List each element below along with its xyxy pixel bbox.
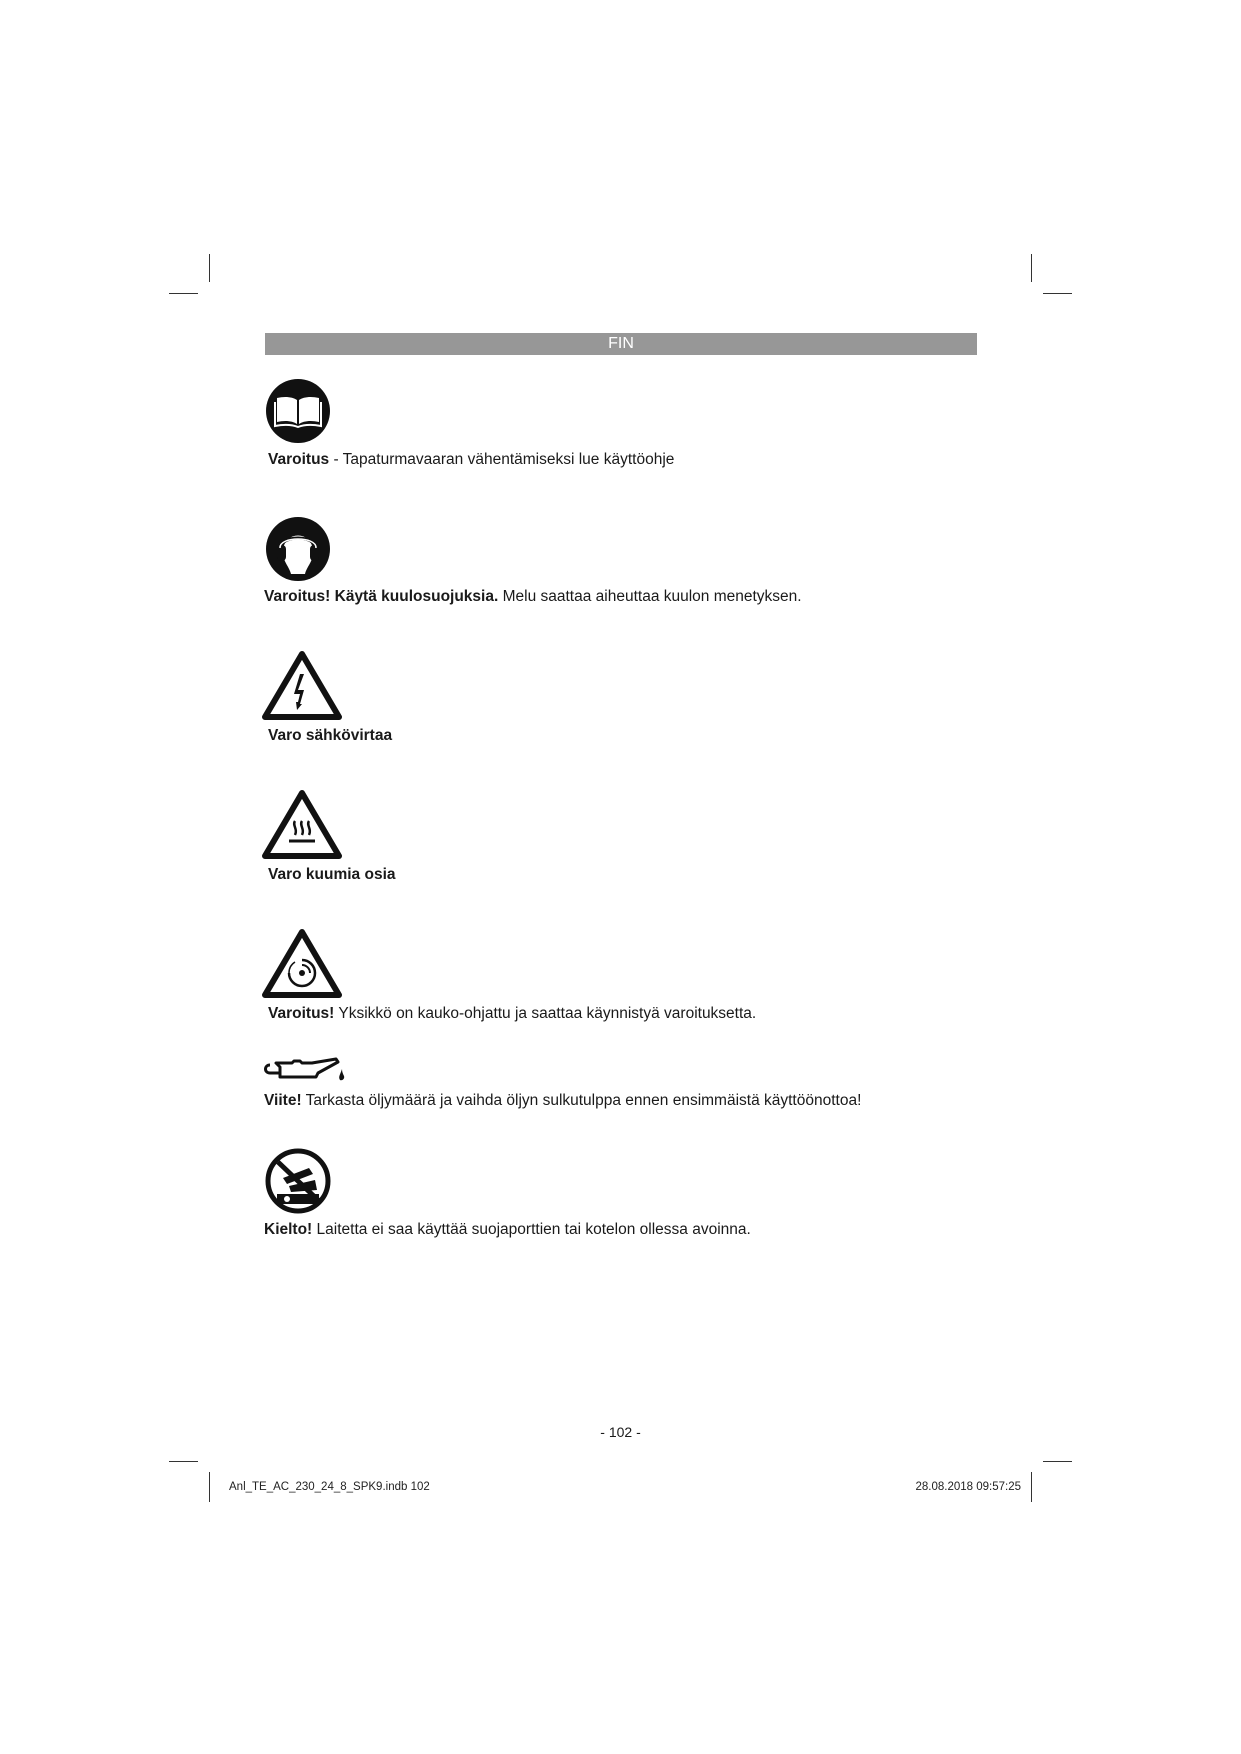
warning-text-hot: Varo kuumia osia [268, 866, 396, 883]
notice-text-oil: Viite! Tarkasta öljymäärä ja vaihda öljyn sulkutulppa ennen ensimmäistä käyttöönottoa! [264, 1092, 862, 1109]
page-number: - 102 - [600, 1424, 641, 1440]
footer-filename: Anl_TE_AC_230_24_8_SPK9.indb 102 [229, 1481, 430, 1493]
warning-text-manual: Varoitus - Tapaturmavaaran vähentämiseksi lue käyttöohje [268, 451, 675, 468]
language-header: FIN [265, 333, 977, 355]
crop-mark [169, 293, 198, 294]
crop-mark [209, 1472, 210, 1502]
crop-mark [1043, 293, 1072, 294]
hearing-protection-icon [265, 516, 331, 582]
prohibition-text: Kielto! Laitetta ei saa käyttää suojaporttien tai kotelon ollessa avoinna. [264, 1221, 751, 1238]
warning-text-auto-start: Varoitus! Yksikkö on kauko-ohjattu ja saattaa käynnistyä varoituksetta. [268, 1005, 757, 1022]
no-open-guard-icon [265, 1148, 331, 1214]
oil-can-icon [262, 1053, 348, 1089]
crop-mark [1043, 1461, 1072, 1462]
hot-surface-icon [262, 789, 342, 859]
automatic-start-icon [262, 928, 342, 998]
warning-text-electric: Varo sähkövirtaa [268, 727, 393, 744]
read-manual-icon [265, 378, 331, 444]
crop-mark [209, 254, 210, 282]
crop-mark [169, 1461, 198, 1462]
warning-text-hearing: Varoitus! Käytä kuulosuojuksia. Melu saattaa aiheuttaa kuulon menetyksen. [264, 588, 802, 605]
crop-mark [1031, 254, 1032, 282]
electric-hazard-icon [262, 650, 342, 720]
crop-mark [1031, 1472, 1032, 1502]
footer-timestamp: 28.08.2018 09:57:25 [915, 1481, 1021, 1493]
